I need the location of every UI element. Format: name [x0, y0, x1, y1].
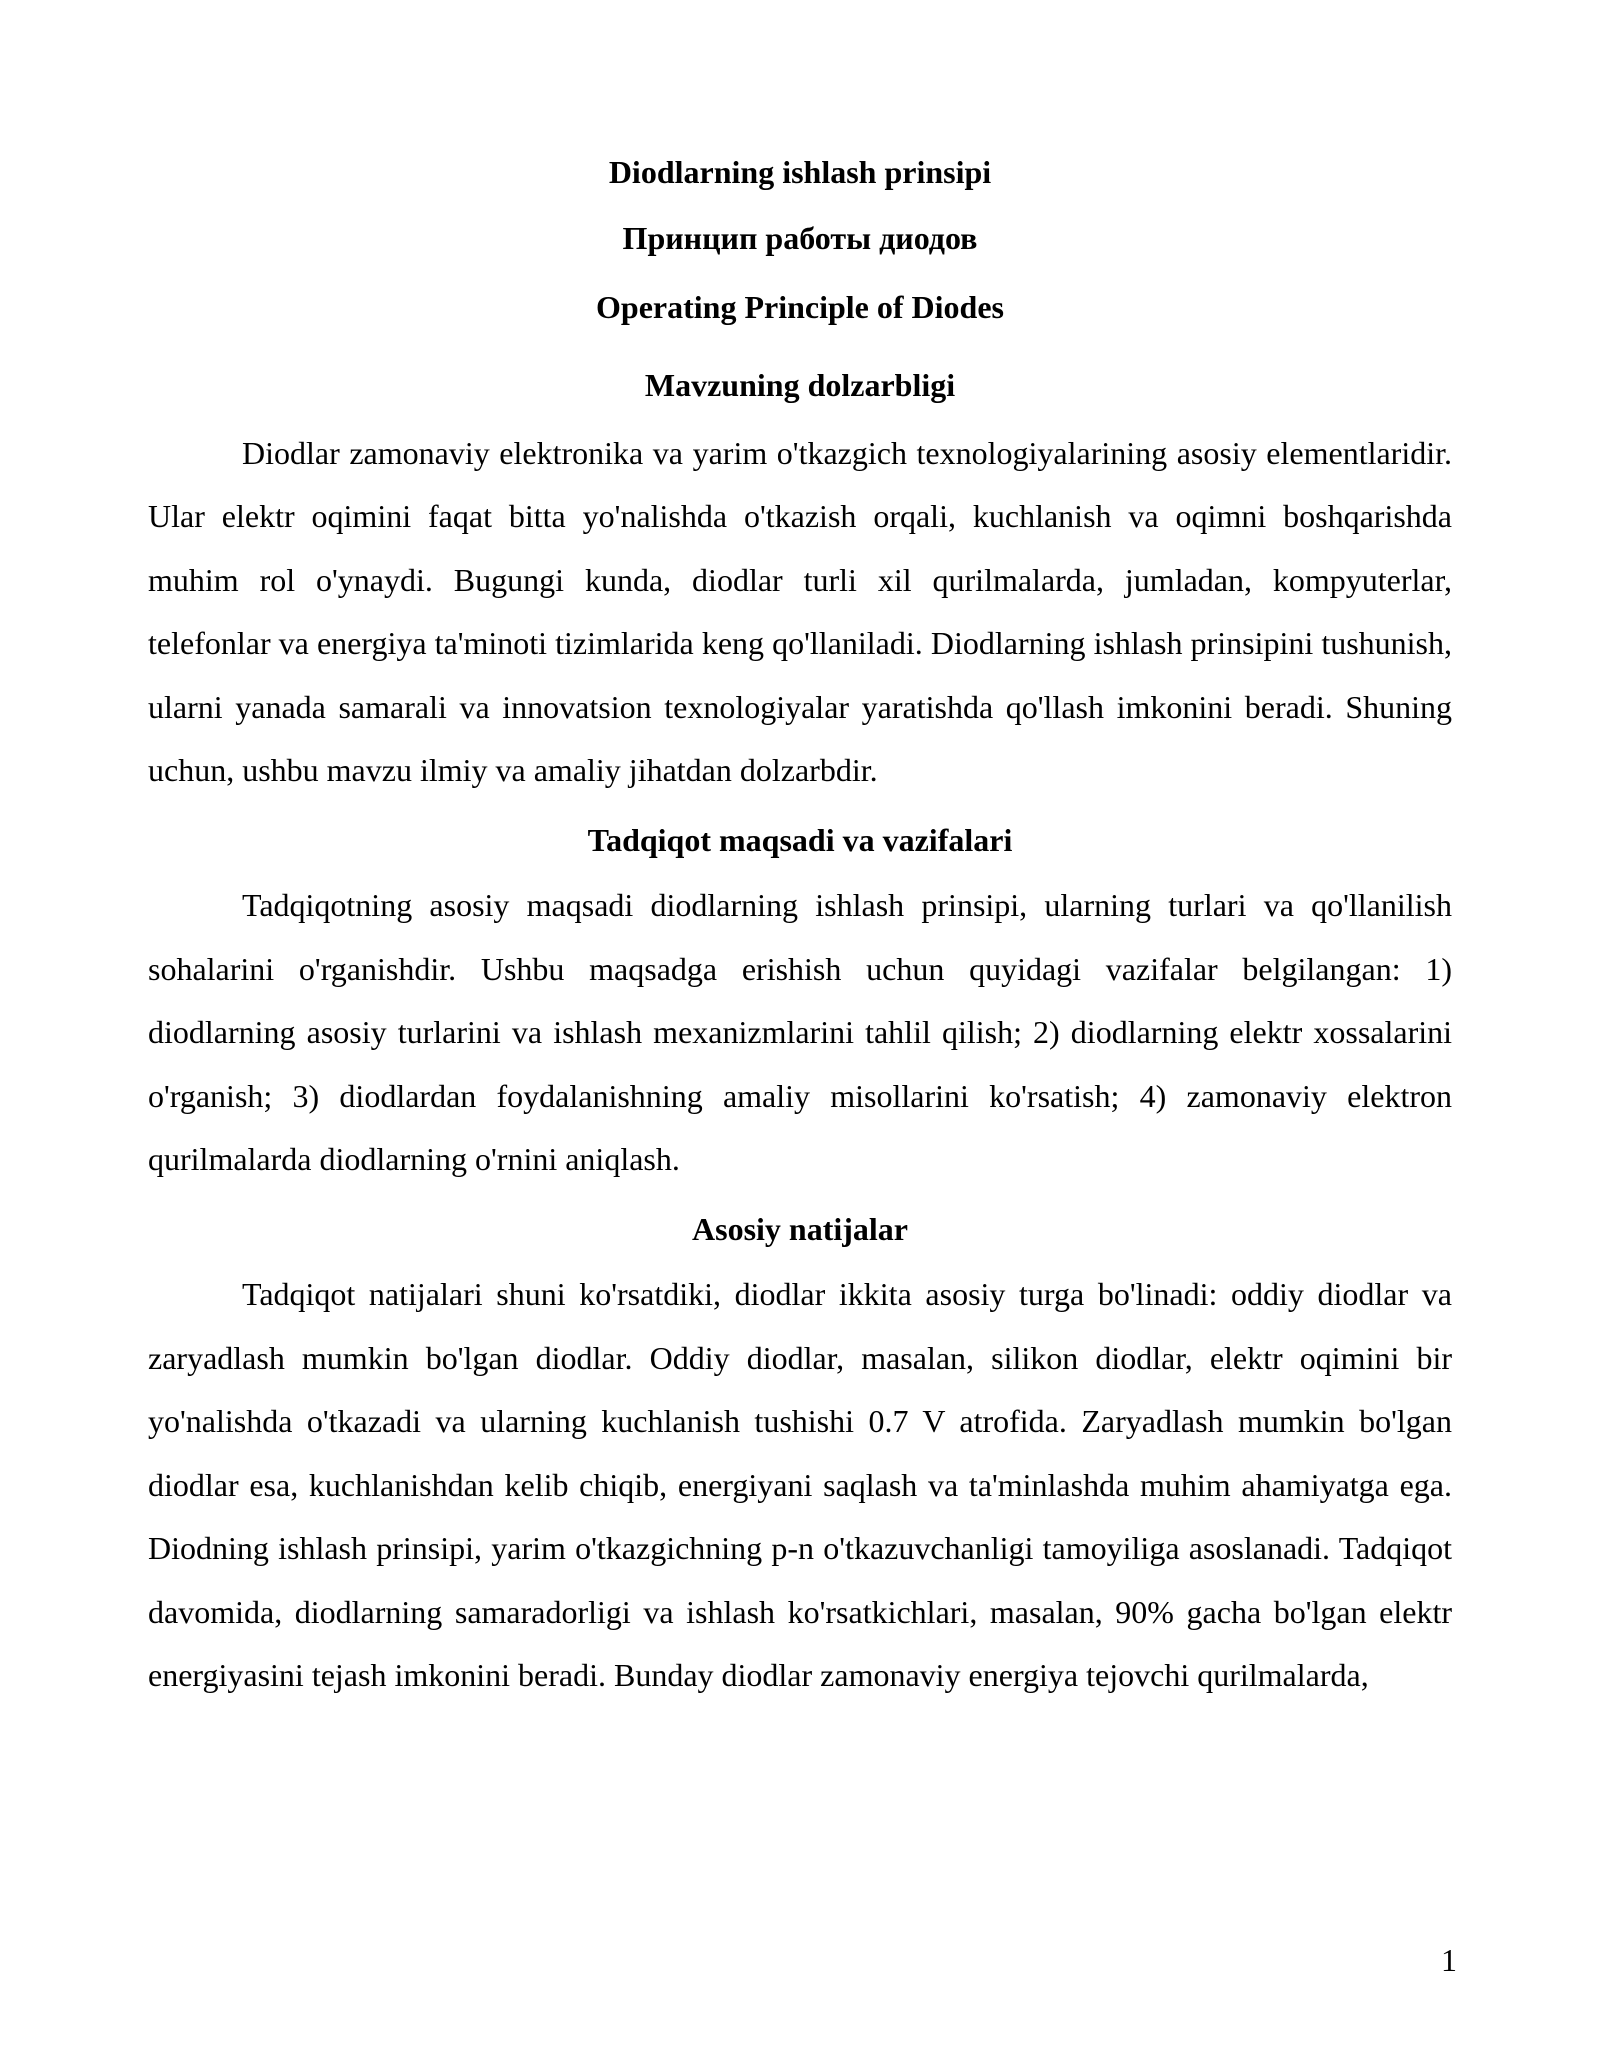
title-russian: Принцип работы диодов [622, 220, 978, 256]
section-heading-results: Asosiy natijalar [692, 1211, 908, 1248]
page-content [148, 140, 1452, 1707]
section-heading-goals: Tadqiqot maqsadi va vazifalari [587, 822, 1013, 859]
title-uzbek: Diodlarning ishlash prinsipi [608, 154, 992, 190]
title-english: Operating Principle of Diodes [596, 289, 1004, 325]
page-number: 1 [1441, 1942, 1457, 1978]
section-paragraph-goals: Tadqiqotning asosiy maqsadi diodlarning ishlash prinsipi, ularning turlari va qo'llanilish sohalarini o'rganishdir. Ushbu maqsadga erishish uchun quyidagi vazifalar belgilangan: 1) diodlarning asosiy turlarini va ishlash mexanizmlarini tahlil qilish; 2) diodlarning elektr xossalarini o'rganish; 3) diodlardan foydalanishning amaliy misollarini ko'rsatish; 4) zamonaviy elektron qurilmalarda diodlarning o'rnini aniqlash. [148, 887, 1452, 1178]
section-paragraph-relevance: Diodlar zamonaviy elektronika va yarim o'tkazgich texnologiyalarining asosiy elementlaridir. Ular elektr oqimini faqat bitta yo'nalishda o'tkazish orqali, kuchlanish va oqimni boshqarishda muhim rol o'ynaydi. Bugungi kunda, diodlar turli xil qurilmalarda, jumladan, kompyuterlar, telefonlar va energiya ta'minoti tizimlarida keng qo'llaniladi. Diodlarning ishlash prinsipini tushunish, ularni yanada samarali va innovatsion texnologiyalar yaratishda qo'llash imkonini beradi. Shuning uchun, ushbu mavzu ilmiy va amaliy jihatdan dolzarbdir. [148, 435, 1452, 789]
section-paragraph-results: Tadqiqot natijalari shuni ko'rsatdiki, diodlar ikkita asosiy turga bo'linadi: oddiy diodlar va zaryadlash mumkin bo'lgan diodlar. Oddiy diodlar, masalan, silikon diodlar, elektr oqimini bir yo'nalishda o'tkazadi va ularning kuchlanish tushishi 0.7 V atrofida. Zaryadlash mumkin bo'lgan diodlar esa, kuchlanishdan kelib chiqib, energiyani saqlash va ta'minlashda muhim ahamiyatga ega. Diodning ishlash prinsipi, yarim o'tkazgichning p-n o'tkazuvchanligi tamoyiliga asoslanadi. Tadqiqot davomida, diodlarning samaradorligi va ishlash ko'rsatkichlari, masalan, 90% gacha bo'lgan elektr energiyasini tejash imkonini beradi. Bunday diodlar zamonaviy energiya tejovchi qurilmalarda, [148, 1276, 1452, 1693]
section-heading-relevance: Mavzuning dolzarbligi [644, 367, 956, 403]
